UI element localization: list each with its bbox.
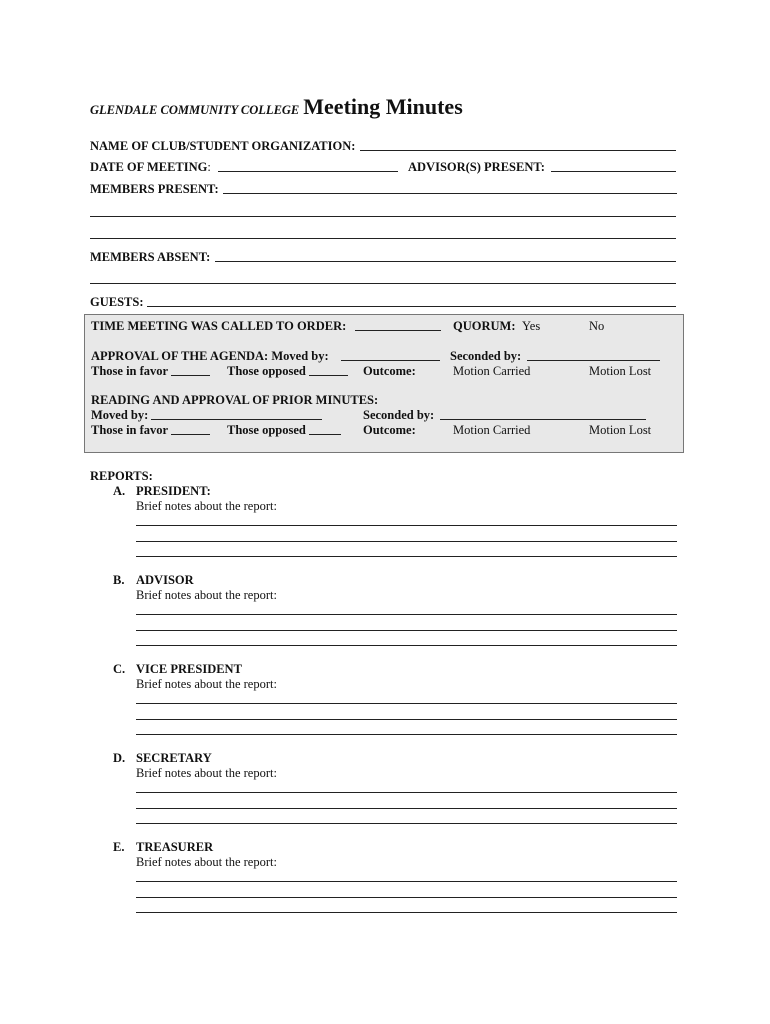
- quorum-no-option[interactable]: No: [589, 319, 605, 333]
- quorum-yes-option[interactable]: Yes: [522, 319, 541, 333]
- report-letter: B.: [113, 573, 125, 587]
- report-title-vice-president: VICE PRESIDENT: [136, 662, 242, 676]
- agenda-in-favor-label: Those in favor: [91, 364, 169, 378]
- club-name-label: NAME OF CLUB/STUDENT ORGANIZATION:: [90, 139, 356, 153]
- time-called-field[interactable]: [355, 330, 441, 331]
- club-name-field[interactable]: [360, 150, 676, 151]
- minutes-in-favor-label: Those in favor: [91, 423, 169, 437]
- prior-minutes-label: READING AND APPROVAL OF PRIOR MINUTES:: [91, 393, 379, 407]
- agenda-moved-by-field[interactable]: [341, 360, 440, 361]
- minutes-moved-by-field[interactable]: [151, 419, 322, 420]
- members-present-line[interactable]: [90, 216, 676, 217]
- agenda-in-favor-field[interactable]: [171, 375, 210, 376]
- quorum-label: QUORUM:: [453, 319, 516, 333]
- minutes-seconded-field[interactable]: [440, 419, 646, 420]
- members-present-label: MEMBERS PRESENT:: [90, 182, 219, 196]
- guests-field[interactable]: [147, 306, 676, 307]
- report-line[interactable]: [136, 734, 677, 735]
- members-absent-field[interactable]: [215, 261, 676, 262]
- reports-heading: REPORTS:: [90, 469, 153, 483]
- report-title-secretary: SECRETARY: [136, 751, 212, 765]
- members-absent-line[interactable]: [90, 283, 676, 284]
- college-name: GLENDALE COMMUNITY COLLEGE: [90, 103, 300, 117]
- minutes-moved-by-label: Moved by:: [91, 408, 149, 422]
- report-line[interactable]: [136, 645, 677, 646]
- members-present-line[interactable]: [90, 238, 676, 239]
- report-line[interactable]: [136, 556, 677, 557]
- report-line[interactable]: [136, 703, 677, 704]
- report-note-label: Brief notes about the report:: [136, 499, 277, 513]
- report-line[interactable]: [136, 823, 677, 824]
- minutes-motion-carried-option[interactable]: Motion Carried: [453, 423, 531, 437]
- page-header: [90, 94, 463, 120]
- report-line[interactable]: [136, 912, 677, 913]
- report-title-treasurer: TREASURER: [136, 840, 214, 854]
- agenda-seconded-field[interactable]: [527, 360, 660, 361]
- motions-box: [84, 314, 684, 453]
- time-called-label: TIME MEETING WAS CALLED TO ORDER:: [91, 319, 347, 333]
- report-line[interactable]: [136, 897, 677, 898]
- minutes-opposed-label: Those opposed: [227, 423, 306, 437]
- report-title-advisor: ADVISOR: [136, 573, 194, 587]
- minutes-motion-lost-option[interactable]: Motion Lost: [589, 423, 652, 437]
- meeting-date-field[interactable]: [218, 171, 398, 172]
- agenda-outcome-label: Outcome:: [363, 364, 416, 378]
- report-line[interactable]: [136, 881, 677, 882]
- agenda-motion-carried-option[interactable]: Motion Carried: [453, 364, 531, 378]
- report-line[interactable]: [136, 808, 677, 809]
- members-present-field[interactable]: [223, 193, 677, 194]
- meeting-date-label: DATE OF MEETING:: [90, 160, 211, 174]
- report-note-label: Brief notes about the report:: [136, 588, 277, 602]
- report-letter: D.: [113, 751, 126, 765]
- members-absent-label: MEMBERS ABSENT:: [90, 250, 211, 264]
- agenda-motion-lost-option[interactable]: Motion Lost: [589, 364, 652, 378]
- agenda-opposed-field[interactable]: [309, 375, 348, 376]
- agenda-approval-label: APPROVAL OF THE AGENDA: Moved by:: [91, 349, 329, 363]
- report-line[interactable]: [136, 541, 677, 542]
- report-line[interactable]: [136, 792, 677, 793]
- report-line[interactable]: [136, 614, 677, 615]
- report-line[interactable]: [136, 525, 677, 526]
- page-title: Meeting Minutes: [303, 94, 463, 119]
- advisor-present-field[interactable]: [551, 171, 676, 172]
- report-letter: E.: [113, 840, 125, 854]
- minutes-outcome-label: Outcome:: [363, 423, 416, 437]
- agenda-seconded-label: Seconded by:: [450, 349, 522, 363]
- report-title-president: PRESIDENT:: [136, 484, 211, 498]
- report-line[interactable]: [136, 630, 677, 631]
- report-note-label: Brief notes about the report:: [136, 766, 277, 780]
- minutes-in-favor-field[interactable]: [171, 434, 210, 435]
- guests-label: GUESTS:: [90, 295, 144, 309]
- minutes-opposed-field[interactable]: [309, 434, 341, 435]
- minutes-seconded-label: Seconded by:: [363, 408, 435, 422]
- report-letter: C.: [113, 662, 126, 676]
- report-line[interactable]: [136, 719, 677, 720]
- advisor-present-label: ADVISOR(S) PRESENT:: [408, 160, 545, 174]
- report-note-label: Brief notes about the report:: [136, 855, 277, 869]
- report-note-label: Brief notes about the report:: [136, 677, 277, 691]
- report-letter: A.: [113, 484, 126, 498]
- agenda-opposed-label: Those opposed: [227, 364, 306, 378]
